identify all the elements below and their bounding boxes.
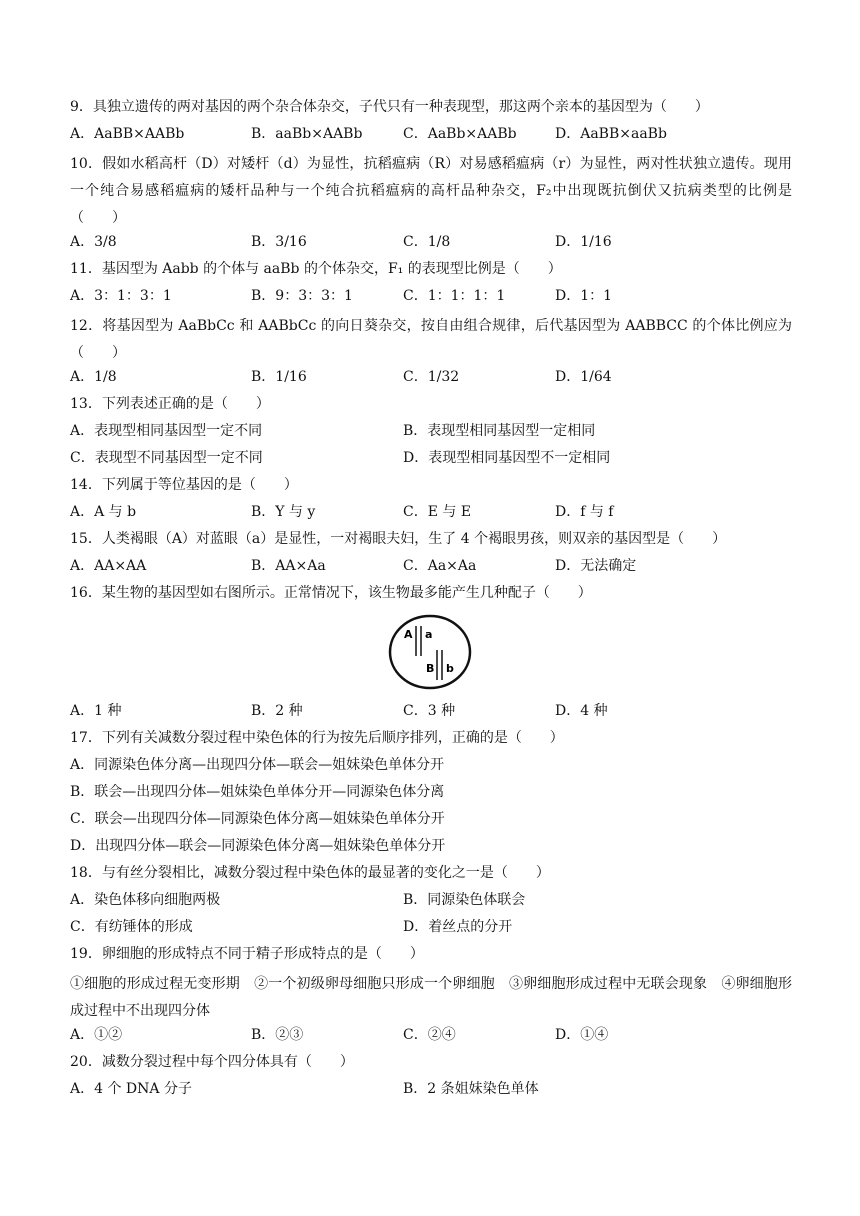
- question-18-option-c: C．有纺锤体的形成: [70, 919, 193, 935]
- question-12-option-c: C．1/32: [403, 369, 460, 385]
- question-14-option-a: A．A 与 b: [70, 504, 137, 520]
- question-14-option-d: D．f 与 f: [555, 504, 614, 520]
- question-16-option-c: C．3 种: [403, 703, 456, 719]
- question-15-option-a: A．AA×AA: [70, 558, 147, 574]
- question-16-option-d: D．4 种: [555, 703, 608, 719]
- question-19-option-b: B．②③: [251, 1027, 304, 1043]
- gene-label-A: A: [404, 628, 413, 641]
- question-11-option-d: D．1：1: [555, 288, 613, 304]
- question-13-option-c: C．表现型不同基因型一定不同: [70, 450, 263, 466]
- question-14-option-c: C．E 与 E: [403, 504, 472, 520]
- question-18-option-d: D．着丝点的分开: [403, 919, 513, 935]
- question-20-stem: 20．减数分裂过程中每个四分体具有（ ）: [70, 1054, 354, 1070]
- question-12-option-a: A．1/8: [70, 369, 117, 385]
- question-19-option-a: A．①②: [70, 1027, 123, 1043]
- question-20-option-b: B．2 条姐妹染色单体: [403, 1081, 539, 1097]
- question-18-stem: 18．与有丝分裂相比，减数分裂过程中染色体的最显著的变化之一是（ ）: [70, 865, 550, 881]
- question-19-stem: 19．卵细胞的形成特点不同于精子形成特点的是（ ）: [70, 946, 424, 962]
- question-19-option-d: D．①④: [555, 1027, 609, 1043]
- question-14-stem: 14．下列属于等位基因的是（ ）: [70, 477, 298, 493]
- question-13-option-b: B．表现型相同基因型一定相同: [403, 423, 596, 439]
- question-10-option-c: C．1/8: [403, 234, 451, 250]
- cell-diagram: [386, 612, 474, 692]
- question-16-option-b: B．2 种: [251, 703, 303, 719]
- question-19-statements: ①细胞的形成过程无变形期 ②一个初级卵母细胞只形成一个卵细胞 ③卵细胞形成过程中无联会现象 ④卵细胞形成过程中不出现四分体: [70, 976, 792, 1019]
- question-11-option-c: C．1：1：1：1: [403, 288, 506, 304]
- question-13-option-d: D．表现型相同基因型不一定相同: [403, 450, 611, 466]
- gene-label-a: a: [425, 628, 433, 641]
- question-9-option-a: A．AaBB×AABb: [70, 126, 185, 142]
- question-17-stem: 17．下列有关减数分裂过程中染色体的行为按先后顺序排列，正确的是（ ）: [70, 730, 564, 746]
- question-9-option-d: D．AaBB×aaBb: [555, 126, 667, 142]
- question-12-option-b: B．1/16: [251, 369, 307, 385]
- question-11-stem: 11．基因型为 Aabb 的个体与 aaBb 的个体杂交，F₁ 的表现型比例是（ ）: [70, 261, 562, 277]
- question-13-stem: 13．下列表述正确的是（ ）: [70, 396, 270, 412]
- question-20-option-a: A．4 个 DNA 分子: [70, 1081, 192, 1097]
- question-18-option-a: A．染色体移向细胞两极: [70, 892, 221, 908]
- question-16-option-a: A．1 种: [70, 703, 122, 719]
- question-17-option-a: A．同源染色体分离—出现四分体—联会—姐妹染色单体分开: [70, 757, 445, 773]
- question-17-option-d: D．出现四分体—联会—同源染色体分离—姐妹染色单体分开: [70, 838, 446, 854]
- question-9-stem: 9．具独立遗传的两对基因的两个杂合体杂交，子代只有一种表现型，那这两个亲本的基因型为（ ）: [70, 99, 709, 115]
- question-10-option-a: A．3/8: [70, 234, 117, 250]
- question-17-option-c: C．联会—出现四分体—同源染色体分离—姐妹染色单体分开: [70, 811, 445, 827]
- question-11-option-b: B．9：3：3：1: [251, 288, 353, 304]
- question-15-option-b: B．AA×Aa: [251, 558, 326, 574]
- question-15-option-c: C．Aa×Aa: [403, 558, 477, 574]
- question-9-option-c: C．AaBb×AABb: [403, 126, 517, 142]
- gene-label-b: b: [446, 662, 454, 675]
- cell-membrane: [390, 616, 470, 688]
- question-14-option-b: B．Y 与 y: [251, 504, 316, 520]
- question-16-stem: 16．某生物的基因型如右图所示。正常情况下，该生物最多能产生几种配子（ ）: [70, 585, 592, 601]
- question-9-option-b: B．aaBb×AABb: [251, 126, 363, 142]
- question-15-stem: 15．人类褐眼（A）对蓝眼（a）是显性，一对褐眼夫妇，生了 4 个褐眼男孩，则双亲的基因型是（ ）: [70, 531, 727, 547]
- question-10-option-d: D．1/16: [555, 234, 612, 250]
- question-11-option-a: A．3：1：3：1: [70, 288, 172, 304]
- question-12-stem: 12．将基因型为 AaBbCc 和 AABbCc 的向日葵杂交，按自由组合规律，后代基因型为 AABBCC 的个体比例应为（ ）: [70, 318, 792, 361]
- question-12-option-d: D．1/64: [555, 369, 612, 385]
- question-18-option-b: B．同源染色体联会: [403, 892, 526, 908]
- question-13-option-a: A．表现型相同基因型一定不同: [70, 423, 263, 439]
- question-10-stem: 10．假如水稻高杆（D）对矮杆（d）为显性，抗稻瘟病（R）对易感稻瘟病（r）为显性，两对性状独立遗传。现用一个纯合易感稻瘟病的矮杆品种与一个纯合抗稻瘟病的高杆品种杂交，F₂中出现既抗倒伏又抗病类型的比例是（ ）: [70, 156, 792, 226]
- gene-label-B: B: [426, 662, 435, 675]
- question-10-option-b: B．3/16: [251, 234, 307, 250]
- question-19-option-c: C．②④: [403, 1027, 456, 1043]
- question-15-option-d: D．无法确定: [555, 558, 637, 574]
- question-17-option-b: B．联会—出现四分体—姐妹染色单体分开—同源染色体分离: [70, 784, 445, 800]
